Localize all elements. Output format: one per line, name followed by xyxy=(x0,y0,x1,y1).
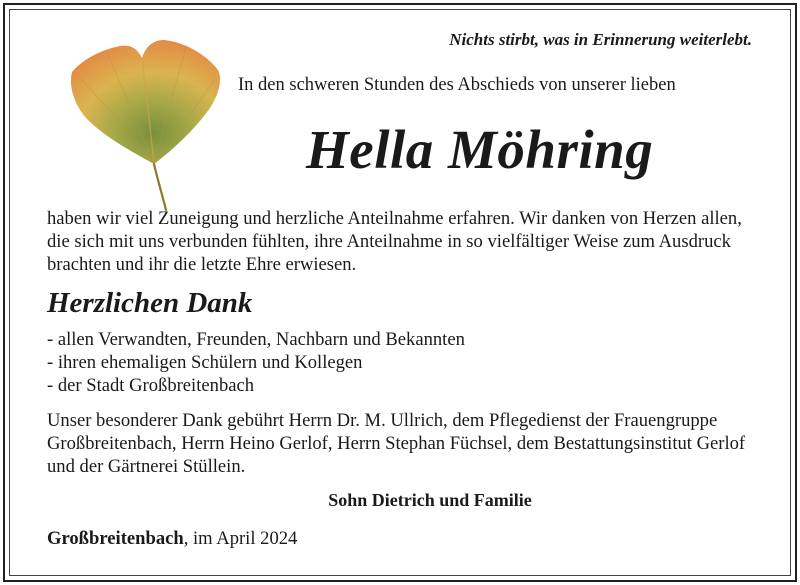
list-item: - der Stadt Großbreitenbach xyxy=(47,375,255,397)
intro-text: In den schweren Stunden des Abschieds von unserer lieben xyxy=(238,75,676,95)
thanks-paragraph: haben wir viel Zuneigung und herzliche Anteilnahme erfahren. Wir danken von Herzen allen, die sich mit uns verbunden fühlten, ihre Anteilnahme in so vielfältiger Weise zum Ausdruck brachten und ihr die letzte Ehre erwiesen. xyxy=(47,208,742,276)
signature xyxy=(0,490,800,511)
special-thanks-paragraph: Unser besonderer Dank gebührt Herrn Dr. M. Ullrich, dem Pflegedienst der Frauengruppe Großbreitenbach, Herrn Heino Gerlof, Herrn Stephan Füchsel, dem Bestattungsinstitut Gerlof und der Gärtnerei Stüllein. xyxy=(47,410,746,478)
place-date xyxy=(47,528,297,550)
thanks-list xyxy=(47,328,465,398)
place: Großbreitenbach xyxy=(47,528,184,549)
date: , im April 2024 xyxy=(183,528,298,549)
motto-quote: Nichts stirbt, was in Erinnerung weiterlebt. xyxy=(449,30,752,49)
thanks-heading: Herzlichen Dank xyxy=(47,287,253,319)
list-item: - ihren ehemaligen Schülern und Kollegen xyxy=(47,352,363,374)
ginkgo-leaf-icon xyxy=(66,36,226,212)
list-item: - allen Verwandten, Freunden, Nachbarn und Bekannten xyxy=(47,329,465,350)
signature-text: Sohn Dietrich und Familie xyxy=(328,490,532,510)
deceased-name: Hella Möhring xyxy=(306,119,654,180)
